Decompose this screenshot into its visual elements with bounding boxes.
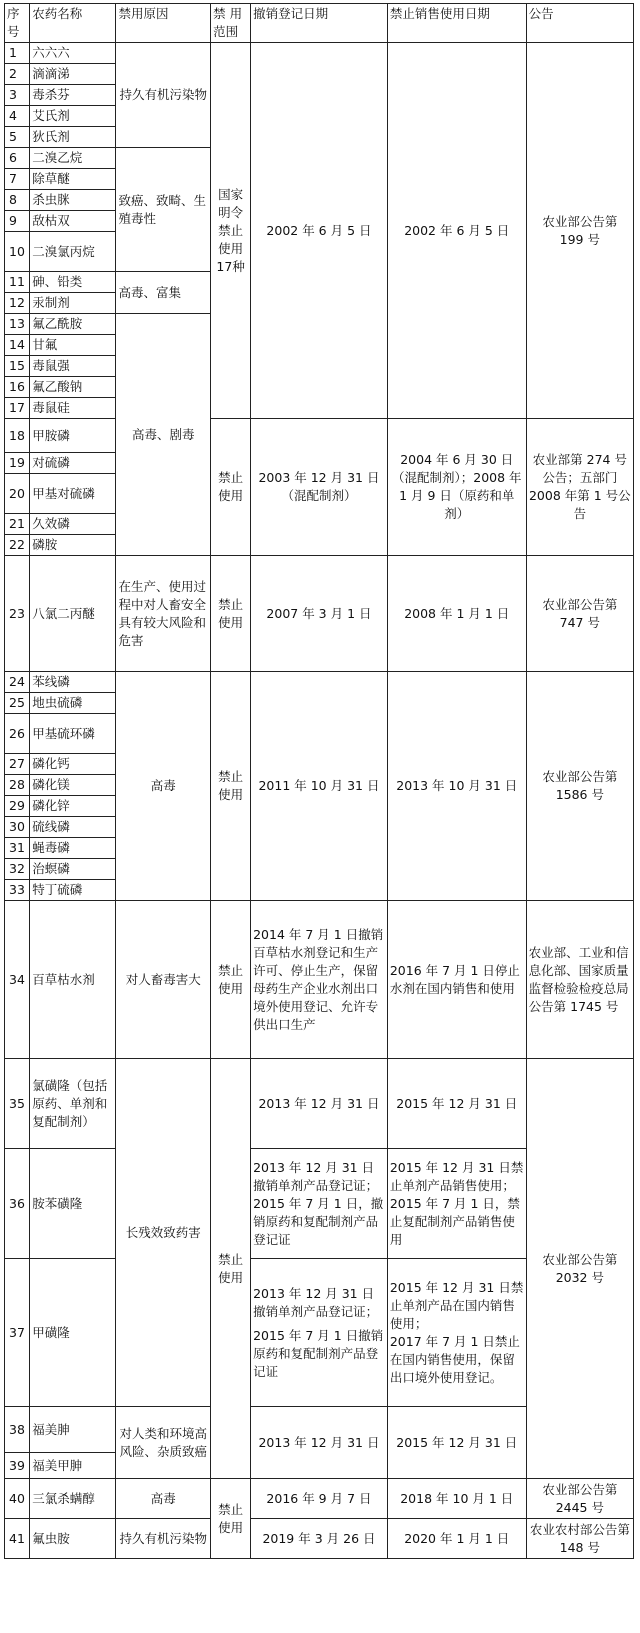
row-no: 32: [5, 859, 30, 880]
banned-pesticides-table: [4, 3, 634, 1559]
ban-date: 2018 年 10 月 1 日: [387, 1479, 526, 1519]
pesticide-name: 甲基对硫磷: [30, 474, 116, 514]
row-no: 10: [5, 232, 30, 272]
row-no: 15: [5, 356, 30, 377]
pesticide-name: 甘氟: [30, 335, 116, 356]
row-no: 41: [5, 1519, 30, 1559]
ban-reason: 高毒、富集: [116, 272, 211, 314]
ban-date: 2002 年 6 月 5 日: [387, 43, 526, 419]
row-no: 38: [5, 1407, 30, 1453]
pesticide-name: 磷化钙: [30, 754, 116, 775]
ban-date: 2020 年 1 月 1 日: [387, 1519, 526, 1559]
notice: 农业部公告第 2445 号: [526, 1479, 633, 1519]
ban-reason: 持久有机污染物: [116, 43, 211, 148]
row-no: 18: [5, 419, 30, 453]
row-no: 1: [5, 43, 30, 64]
pesticide-name: 八氯二丙醚: [30, 556, 116, 672]
table-row: [5, 1479, 634, 1519]
pesticide-name: 六六六: [30, 43, 116, 64]
row-no: 26: [5, 714, 30, 754]
ban-reason: 高毒: [116, 672, 211, 901]
table-row: [5, 1059, 634, 1149]
pesticide-name: 氟乙酸钠: [30, 377, 116, 398]
pesticide-name: 二溴乙烷: [30, 148, 116, 169]
ban-scope: 禁止使用: [211, 901, 251, 1059]
header-ban: 禁止销售使用日期: [387, 4, 526, 43]
pesticide-name: 氟乙酰胺: [30, 314, 116, 335]
notice: 农业部公告第 199 号: [526, 43, 633, 419]
notice: 农业部第 274 号公告；五部门 2008 年第 1 号公告: [526, 419, 633, 556]
row-no: 34: [5, 901, 30, 1059]
notice: 农业部、工业和信息化部、国家质量监督检验检疫总局公告第 1745 号: [526, 901, 633, 1059]
pesticide-name: 地虫硫磷: [30, 693, 116, 714]
pesticide-name: 蝇毒磷: [30, 838, 116, 859]
pesticide-name: 治螟磷: [30, 859, 116, 880]
table-row: [5, 43, 634, 64]
row-no: 19: [5, 453, 30, 474]
row-no: 8: [5, 190, 30, 211]
pesticide-name: 二溴氯丙烷: [30, 232, 116, 272]
revoke-date: 2002 年 6 月 5 日: [251, 43, 388, 419]
ban-note-1: 2015 年 12 月 31 日禁止单剂产品在国内销售使用；: [389, 1279, 524, 1331]
row-no: 9: [5, 211, 30, 232]
pesticide-name: 百草枯水剂: [30, 901, 116, 1059]
row-no: 17: [5, 398, 30, 419]
pesticide-name: 除草醚: [30, 169, 116, 190]
pesticide-name: 胺苯磺隆: [30, 1149, 116, 1259]
pesticide-name: 毒鼠强: [30, 356, 116, 377]
pesticide-name: 氯磺隆（包括原药、单剂和复配制剂）: [30, 1059, 116, 1149]
ban-scope: 禁止使用: [211, 1059, 251, 1479]
revoke-date: 2003 年 12 月 31 日（混配制剂）: [251, 419, 388, 556]
pesticide-name: 苯线磷: [30, 672, 116, 693]
table-row: [5, 556, 634, 672]
pesticide-name: 特丁硫磷: [30, 880, 116, 901]
ban-reason: 对人畜毒害大: [116, 901, 211, 1059]
ban-reason: 对人类和环境高风险、杂质致癌: [116, 1407, 211, 1479]
pesticide-name: 滴滴涕: [30, 64, 116, 85]
ban-scope: 禁止使用: [211, 419, 251, 556]
row-no: 39: [5, 1453, 30, 1479]
pesticide-name: 甲磺隆: [30, 1259, 116, 1407]
row-no: 25: [5, 693, 30, 714]
ban-date: 2016 年 7 月 1 日停止水剂在国内销售和使用: [387, 901, 526, 1059]
header-reason: 禁用原因: [116, 4, 211, 43]
pesticide-name: 磷化镁: [30, 775, 116, 796]
ban-reason: 致癌、致畸、生殖毒性: [116, 148, 211, 272]
row-no: 20: [5, 474, 30, 514]
ban-scope: 禁止使用: [211, 672, 251, 901]
revoke-note-1: 2013 年 12 月 31 日撤销单剂产品登记证；: [253, 1285, 379, 1319]
revoke-date: 2013 年 12 月 31 日: [251, 1059, 388, 1149]
pesticide-name: 艾氏剂: [30, 106, 116, 127]
row-no: 5: [5, 127, 30, 148]
header-row: [5, 4, 634, 43]
ban-scope: 禁止使用: [211, 556, 251, 672]
header-notice: 公告: [526, 4, 633, 43]
notice: 农业部公告第 2032 号: [526, 1059, 633, 1479]
header-scope: 禁 用 范围: [211, 4, 251, 43]
ban-date: 2013 年 10 月 31 日: [387, 672, 526, 901]
pesticide-name: 硫线磷: [30, 817, 116, 838]
header-name: 农药名称: [30, 4, 116, 43]
pesticide-name: 三氯杀螨醇: [30, 1479, 116, 1519]
row-no: 22: [5, 535, 30, 556]
pesticide-name: 磷化锌: [30, 796, 116, 817]
row-no: 28: [5, 775, 30, 796]
table-row: [5, 1519, 634, 1559]
ban-date: 2015 年 12 月 31 日禁止单剂产品销售使用；2015 年 7 月 1 日，禁止复配制剂产品销售使用: [387, 1149, 526, 1259]
row-no: 6: [5, 148, 30, 169]
pesticide-name: 甲胺磷: [30, 419, 116, 453]
row-no: 29: [5, 796, 30, 817]
ban-note-2: 2017 年 7 月 1 日禁止在国内销售使用，保留出口境外使用登记。: [389, 1333, 520, 1385]
ban-date: [387, 1259, 526, 1407]
ban-date: 2015 年 12 月 31 日: [387, 1059, 526, 1149]
row-no: 14: [5, 335, 30, 356]
ban-reason: 在生产、使用过程中对人畜安全具有较大风险和危害: [116, 556, 211, 672]
revoke-note-2: 2015 年 7 月 1 日撤销原药和复配制剂产品登记证: [253, 1327, 384, 1379]
pesticide-name: 对硫磷: [30, 453, 116, 474]
row-no: 13: [5, 314, 30, 335]
revoke-date: 2013 年 12 月 31 日撤销单剂产品登记证；2015 年 7 月 1 日，撤销原药和复配制剂产品登记证: [251, 1149, 388, 1259]
pesticide-name: 敌枯双: [30, 211, 116, 232]
ban-scope: 禁止使用: [211, 1479, 251, 1559]
revoke-date: 2019 年 3 月 26 日: [251, 1519, 388, 1559]
row-no: 33: [5, 880, 30, 901]
ban-date: 2004 年 6 月 30 日（混配制剂）；2008 年 1 月 9 日（原药和单剂）: [387, 419, 526, 556]
header-no: 序号: [5, 4, 30, 43]
row-no: 36: [5, 1149, 30, 1259]
row-no: 4: [5, 106, 30, 127]
table-row: [5, 901, 634, 1059]
row-no: 11: [5, 272, 30, 293]
notice: 农业部公告第 747 号: [526, 556, 633, 672]
ban-reason: 高毒: [116, 1479, 211, 1519]
table-row: [5, 672, 634, 693]
notice: 农业部公告第 1586 号: [526, 672, 633, 901]
row-no: 7: [5, 169, 30, 190]
ban-date: 2015 年 12 月 31 日: [387, 1407, 526, 1479]
pesticide-name: 杀虫脒: [30, 190, 116, 211]
pesticide-name: 汞制剂: [30, 293, 116, 314]
ban-reason: 长残效致药害: [116, 1059, 211, 1407]
pesticide-name: 福美甲胂: [30, 1453, 116, 1479]
row-no: 12: [5, 293, 30, 314]
revoke-date: 2011 年 10 月 31 日: [251, 672, 388, 901]
row-no: 3: [5, 85, 30, 106]
ban-reason: 持久有机污染物: [116, 1519, 211, 1559]
row-no: 35: [5, 1059, 30, 1149]
row-no: 31: [5, 838, 30, 859]
pesticide-name: 氟虫胺: [30, 1519, 116, 1559]
pesticide-name: 久效磷: [30, 514, 116, 535]
pesticide-name: 甲基硫环磷: [30, 714, 116, 754]
notice: 农业农村部公告第 148 号: [526, 1519, 633, 1559]
revoke-date: [251, 1259, 388, 1407]
revoke-date: 2007 年 3 月 1 日: [251, 556, 388, 672]
pesticide-name: 磷胺: [30, 535, 116, 556]
ban-date: 2008 年 1 月 1 日: [387, 556, 526, 672]
header-revoke: 撤销登记日期: [251, 4, 388, 43]
row-no: 37: [5, 1259, 30, 1407]
row-no: 24: [5, 672, 30, 693]
revoke-date: 2014 年 7 月 1 日撤销百草枯水剂登记和生产许可、停止生产，保留母药生产企业水剂出口境外使用登记、允许专供出口生产: [251, 901, 388, 1059]
row-no: 2: [5, 64, 30, 85]
row-no: 21: [5, 514, 30, 535]
table-row: [5, 419, 634, 453]
row-no: 23: [5, 556, 30, 672]
ban-reason: 高毒、剧毒: [116, 314, 211, 556]
row-no: 16: [5, 377, 30, 398]
pesticide-name: 砷、铅类: [30, 272, 116, 293]
row-no: 27: [5, 754, 30, 775]
pesticide-name: 福美胂: [30, 1407, 116, 1453]
row-no: 40: [5, 1479, 30, 1519]
pesticide-name: 狄氏剂: [30, 127, 116, 148]
ban-scope: 国家明令禁止使用17种: [211, 43, 251, 419]
pesticide-name: 毒杀芬: [30, 85, 116, 106]
pesticide-name: 毒鼠硅: [30, 398, 116, 419]
revoke-date: 2013 年 12 月 31 日: [251, 1407, 388, 1479]
row-no: 30: [5, 817, 30, 838]
revoke-date: 2016 年 9 月 7 日: [251, 1479, 388, 1519]
